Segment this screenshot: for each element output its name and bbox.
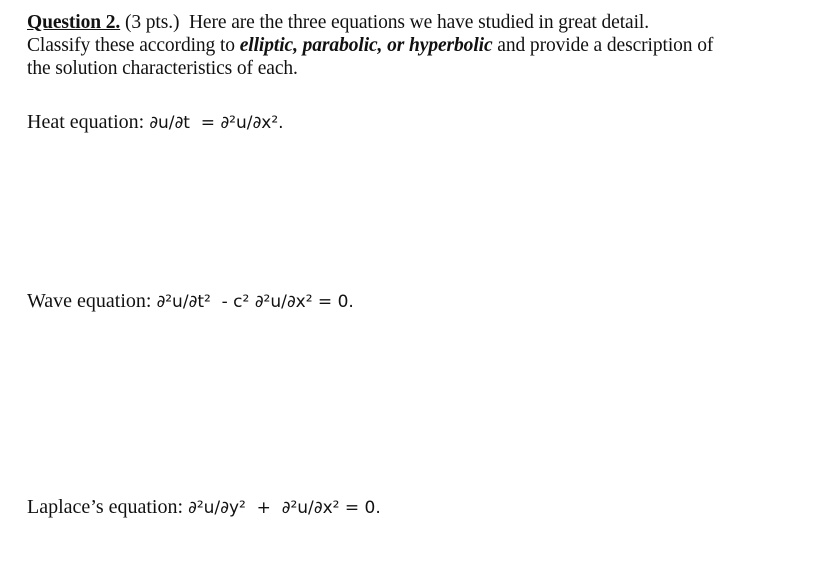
heat-equation (27, 110, 284, 135)
question-line-1 (27, 11, 827, 34)
heat-equation-formula: ∂u/∂t = ∂²u/∂x². (149, 113, 284, 133)
laplace-equation-label: Laplace’s equation: (27, 496, 189, 518)
laplace-equation-formula: ∂²u/∂y² + ∂²u/∂x² = 0. (188, 498, 381, 518)
wave-equation-label: Wave equation: (27, 290, 157, 312)
question-points: (3 pts.) (120, 12, 180, 33)
question-title: Question 2. (27, 12, 121, 33)
wave-equation-formula: ∂²u/∂t² - c² ∂²u/∂x² = 0. (156, 292, 354, 312)
question-describe-text: and provide a description of (492, 35, 714, 56)
question-intro: Here are the three equations we have studied in great detail. (179, 12, 650, 33)
wave-equation (27, 289, 354, 314)
question-classification-types: elliptic, parabolic, or hyperbolic (239, 35, 493, 56)
question-line-2 (27, 34, 827, 57)
question-line-3: the solution characteristics of each. (27, 58, 298, 79)
heat-equation-label: Heat equation: (27, 111, 150, 133)
laplace-equation (27, 495, 381, 520)
question-block (27, 11, 827, 80)
question-classify-text: Classify these according to (27, 35, 240, 56)
